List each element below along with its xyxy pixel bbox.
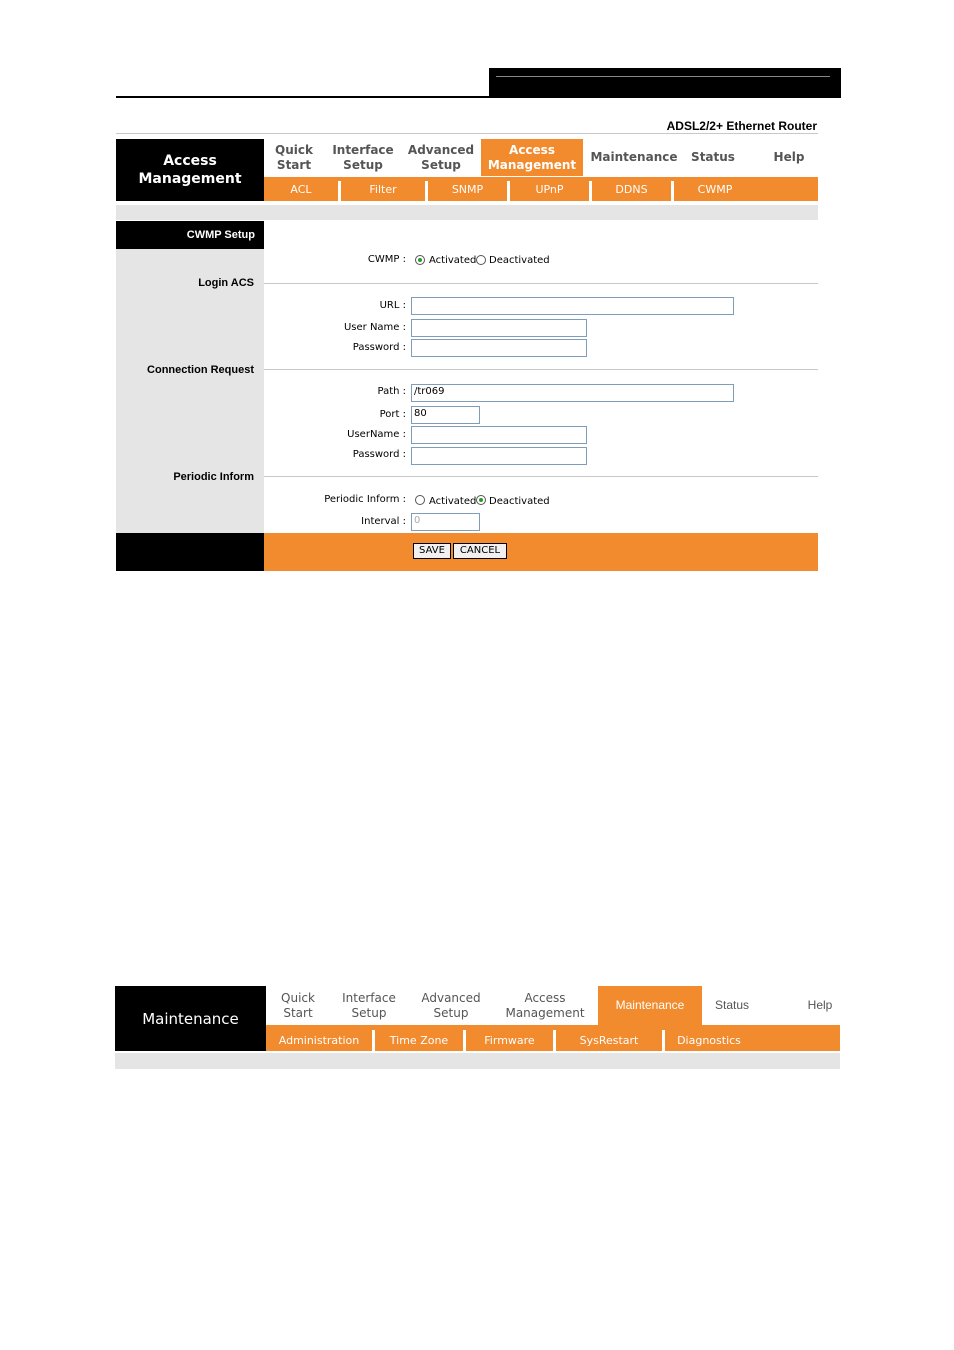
tab-label: Quick <box>275 142 313 157</box>
conn-password-label: Password : <box>352 449 406 460</box>
cwmp-deactivated-radio[interactable] <box>476 255 486 265</box>
tab-access-management[interactable] <box>481 139 583 176</box>
tab-label: Start <box>276 157 312 172</box>
cancel-button[interactable]: CANCEL <box>453 543 507 559</box>
interval-input[interactable]: 0 <box>411 513 480 531</box>
tab-help[interactable] <box>796 987 844 1024</box>
form-sidebar <box>116 249 264 533</box>
password-label: Password : <box>352 342 406 353</box>
periodic-deactivated-label: Deactivated <box>489 496 550 507</box>
tab-quick-start[interactable] <box>268 987 328 1024</box>
port-input[interactable]: 80 <box>411 406 480 424</box>
tab-label: Setup <box>343 157 383 172</box>
section-divider <box>264 369 818 370</box>
tab-label: Setup <box>351 1005 387 1020</box>
username-label: User Name : <box>343 322 406 333</box>
cwmp-label: CWMP : <box>367 254 406 265</box>
tab-label: Status <box>714 998 750 1012</box>
subtab-acl[interactable]: ACL <box>290 182 312 196</box>
tab-interface-setup[interactable] <box>326 139 400 176</box>
tab-label: Status <box>691 150 735 164</box>
page-title-text: Access Management <box>138 153 242 187</box>
tab-label: Maintenance <box>590 150 678 164</box>
tab-label: Maintenance <box>615 998 685 1012</box>
tab-status[interactable] <box>684 139 742 176</box>
tab-quick-start[interactable] <box>264 139 324 176</box>
page-title-maintenance <box>115 986 266 1051</box>
subtab-upnp[interactable]: UPnP <box>535 182 564 196</box>
page-title-text: Maintenance <box>142 1009 239 1028</box>
save-button[interactable]: SAVE <box>413 543 451 559</box>
section-title-cwmp-setup: CWMP Setup <box>116 221 264 249</box>
tab-label: Setup <box>421 157 461 172</box>
periodic-deactivated-radio[interactable] <box>476 495 486 505</box>
subtab-filter[interactable]: Filter <box>369 182 397 196</box>
section-divider <box>264 476 818 477</box>
acs-url-input[interactable] <box>411 297 734 315</box>
tab-access-management[interactable] <box>495 987 595 1024</box>
periodic-activated-radio[interactable] <box>415 495 425 505</box>
subtab-ddns[interactable]: DDNS <box>615 182 648 196</box>
header-block <box>489 68 841 98</box>
section-connection-request: Connection Request <box>147 364 254 376</box>
tab-label: Advanced <box>407 142 475 157</box>
page-title-access-management <box>116 139 264 201</box>
path-label: Path : <box>377 386 406 397</box>
tab-label: Advanced <box>421 990 481 1005</box>
subtab-sysrestart[interactable]: SysRestart <box>579 1033 639 1047</box>
tab-label: Setup <box>433 1005 469 1020</box>
header-rule <box>116 96 490 98</box>
cwmp-activated-label: Activated <box>429 255 477 266</box>
acs-username-input[interactable] <box>411 319 587 337</box>
product-name: ADSL2/2+ Ethernet Router <box>666 119 817 133</box>
tab-label: Interface <box>342 990 396 1005</box>
cwmp-deactivated-label: Deactivated <box>489 255 550 266</box>
conn-username-input[interactable] <box>411 426 587 444</box>
cwmp-activated-radio[interactable] <box>415 255 425 265</box>
section-login-acs: Login ACS <box>198 277 254 289</box>
footer-left-block <box>116 533 264 571</box>
tab-label: Quick <box>281 990 315 1005</box>
acs-password-input[interactable] <box>411 339 587 357</box>
interval-label: Interval : <box>361 516 406 527</box>
gray-spacer-bar-2 <box>115 1053 840 1069</box>
tab-interface-setup[interactable] <box>332 987 406 1024</box>
tab-label: Access <box>524 990 566 1005</box>
subtab-administration[interactable]: Administration <box>278 1033 360 1047</box>
periodic-activated-label: Activated <box>429 496 477 507</box>
port-label: Port : <box>379 409 406 420</box>
subtab-snmp[interactable]: SNMP <box>451 182 484 196</box>
url-label: URL : <box>379 300 406 311</box>
subtab-diagnostics[interactable]: Diagnostics <box>677 1033 741 1047</box>
tab-label: Help <box>807 998 833 1012</box>
section-divider <box>264 283 818 284</box>
tab-maintenance[interactable] <box>585 139 683 176</box>
tab-advanced-setup[interactable] <box>402 139 480 176</box>
tab-label: Access <box>509 142 555 157</box>
tab-advanced-setup[interactable] <box>411 987 491 1024</box>
gray-spacer-bar <box>116 205 818 220</box>
path-input[interactable]: /tr069 <box>411 384 734 402</box>
subtab-cwmp[interactable]: CWMP <box>697 182 733 196</box>
tab-status[interactable] <box>704 987 760 1024</box>
footer-bar <box>264 533 818 571</box>
tab-maintenance[interactable] <box>598 986 702 1025</box>
tab-label: Start <box>283 1005 313 1020</box>
periodic-inform-label: Periodic Inform : <box>324 494 406 505</box>
section-periodic-inform: Periodic Inform <box>173 471 254 483</box>
tab-label: Management <box>505 1005 585 1020</box>
tab-help[interactable] <box>760 139 818 176</box>
tab-label: Interface <box>332 142 394 157</box>
product-rule <box>116 133 818 134</box>
subtab-firmware[interactable]: Firmware <box>484 1033 535 1047</box>
tab-label: Management <box>487 157 577 172</box>
subtab-time-zone[interactable]: Time Zone <box>389 1033 449 1047</box>
conn-password-input[interactable] <box>411 447 587 465</box>
conn-username-label: UserName : <box>347 429 406 440</box>
header-inner-rule <box>496 76 830 77</box>
tab-label: Help <box>773 150 805 164</box>
